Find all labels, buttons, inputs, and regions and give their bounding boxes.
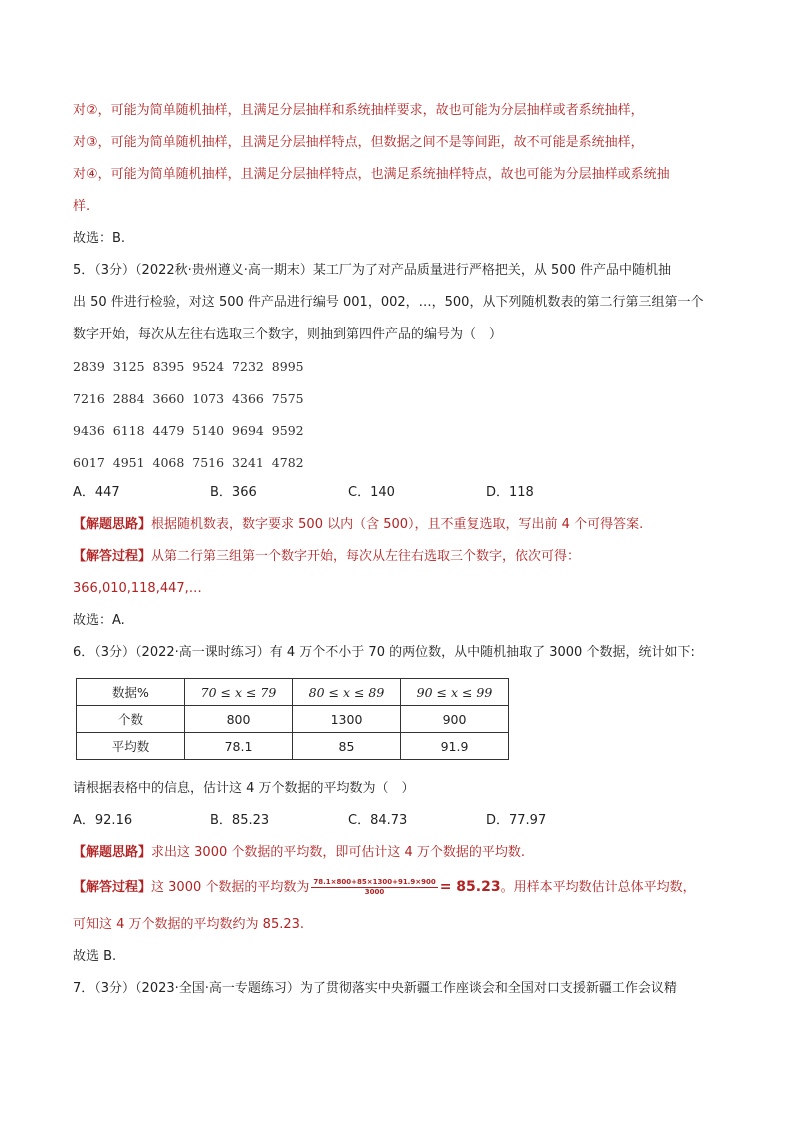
q6-hint — [73, 844, 525, 862]
random-table-row-1: 2839 3125 8395 9524 7232 8995 — [73, 359, 304, 374]
random-table-row-2: 7216 2884 3660 1073 4366 7575 — [73, 391, 304, 406]
q5-option-d: D．118 — [486, 485, 534, 500]
q5-process-values: 366,010,118,447,… — [73, 581, 202, 596]
table-row — [77, 733, 509, 760]
q5-hint — [73, 516, 643, 534]
random-table-row-3: 9436 6118 4479 5140 9694 9592 — [73, 423, 304, 438]
q5-process — [73, 548, 580, 566]
q6-process-text-3: 可知这 4 万个数据的平均数约为 85.23. — [73, 917, 305, 932]
table-cell: 个数 — [77, 706, 185, 733]
table-cell: 85 — [293, 733, 401, 760]
table-row — [77, 706, 509, 733]
q6-option-a: A．92.16 — [73, 813, 133, 828]
table-header-cell: 80 ≤ x ≤ 89 — [293, 679, 401, 706]
analysis-line-4-cont: 样. — [73, 199, 91, 214]
table-cell: 平均数 — [77, 733, 185, 760]
table-header-cell: 70 ≤ x ≤ 79 — [185, 679, 293, 706]
q6-option-b: B．85.23 — [210, 813, 270, 828]
q6-answer: 故选 B. — [73, 949, 117, 964]
table-cell: 1300 — [293, 706, 401, 733]
q5-process-text: 从第二行第三组第一个数字开始，每次从左往右选取三个数字，依次可得： — [151, 549, 581, 564]
q6-process — [73, 876, 696, 899]
q6-statistics-table — [76, 678, 509, 760]
table-header-row — [77, 679, 509, 706]
q6-mean-result: = 85.23 — [439, 879, 501, 895]
q6-mean-fraction — [311, 878, 437, 897]
analysis-line-3: 对③，可能为简单随机抽样，且满足分层抽样特点，但数据之间不是等间距，故不可能是系统抽样， — [73, 135, 644, 150]
q6-question: 请根据表格中的信息，估计这 4 万个数据的平均数为（ ） — [73, 781, 415, 796]
q5-hint-text: 根据随机数表，数字要求 500 以内（含 500），且不重复选取，写出前 4 个可得答案. — [151, 517, 644, 532]
q5-option-b: B．366 — [210, 485, 257, 500]
table-cell: 91.9 — [401, 733, 509, 760]
q5-hint-label: 【解题思路】 — [73, 517, 152, 532]
q5-stem-line-1: 5．（3分）（2022秋·贵州遵义·高一期末）某工厂为了对产品质量进行严格把关，从 500 件产品中随机抽 — [73, 263, 671, 278]
table-cell: 78.1 — [185, 733, 293, 760]
q5-answer: 故选：A. — [73, 613, 125, 628]
q6-option-c: C．84.73 — [348, 813, 408, 828]
table-header-cell: 90 ≤ x ≤ 99 — [401, 679, 509, 706]
q6-option-d: D．77.97 — [486, 813, 547, 828]
q6-hint-text: 求出这 3000 个数据的平均数，即可估计这 4 万个数据的平均数. — [151, 845, 526, 860]
q6-process-text-1: 这 3000 个数据的平均数为 — [151, 880, 310, 895]
q6-process-label: 【解答过程】 — [73, 880, 152, 895]
q6-hint-label: 【解题思路】 — [73, 845, 152, 860]
fraction-numerator: 78.1×800+85×1300+91.9×900 — [313, 878, 436, 886]
q6-stem: 6．（3分）（2022·高一课时练习）有 4 万个不小于 70 的两位数，从中随机抽取了 3000 个数据，统计如下: — [73, 645, 695, 660]
q5-option-c: C．140 — [348, 485, 395, 500]
q5-stem-line-3: 数字开始，每次从左往右选取三个数字，则抽到第四件产品的编号为（ ） — [73, 327, 503, 342]
q5-stem-line-2: 出 50 件进行检验，对这 500 件产品进行编号 001，002，…，500，从下列随机数表的第二行第三组第一个 — [73, 295, 704, 310]
table-cell: 900 — [401, 706, 509, 733]
q7-stem: 7．（3分）（2023·全国·高一专题练习）为了贯彻落实中央新疆工作座谈会和全国对口支援新疆工作会议精 — [73, 981, 677, 996]
analysis-line-4: 对④，可能为简单随机抽样，且满足分层抽样特点，也满足系统抽样特点，故也可能为分层抽样或系统抽 — [73, 167, 670, 182]
q4-answer: 故选：B. — [73, 231, 126, 246]
random-table-row-4: 6017 4951 4068 7516 3241 4782 — [73, 455, 304, 470]
q6-process-text-2: 。用样本平均数估计总体平均数， — [500, 880, 696, 895]
q5-option-a: A．447 — [73, 485, 120, 500]
fraction-denominator: 3000 — [364, 888, 385, 896]
analysis-line-2: 对②，可能为简单随机抽样，且满足分层抽样和系统抽样要求，故也可能为分层抽样或者系统抽样， — [73, 103, 644, 118]
q5-process-label: 【解答过程】 — [73, 549, 152, 564]
table-cell: 800 — [185, 706, 293, 733]
table-header-cell: 数据% — [77, 679, 185, 706]
